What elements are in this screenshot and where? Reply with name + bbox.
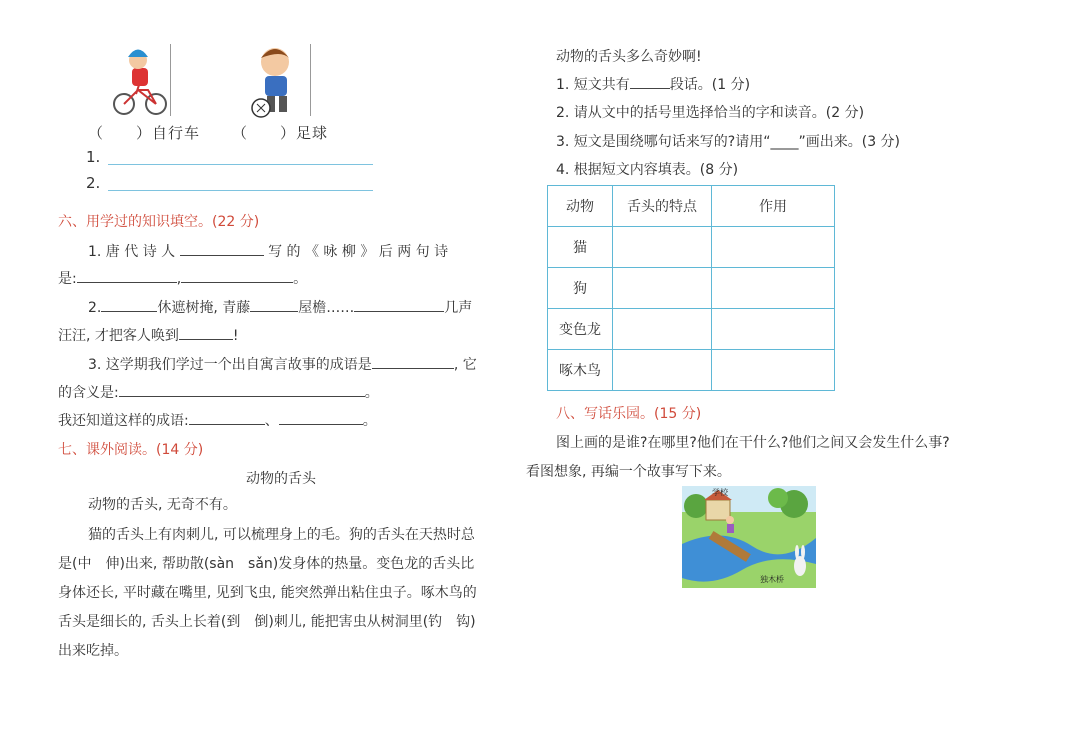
table-cell-feature[interactable] [613, 268, 712, 309]
s6-q2-blank-1[interactable] [101, 297, 157, 312]
r-q1-text2: 段话。(1 分) [669, 77, 751, 93]
s6-q1-prefix: 1. 唐 代 诗 人 [88, 244, 176, 260]
section-7-heading: 七、课外阅读。(14 分) [58, 442, 204, 458]
table-header-animal: 动物 [548, 186, 613, 227]
table-cell-animal: 变色龙 [548, 309, 613, 350]
answer-line-2[interactable] [108, 190, 373, 191]
s6-q1-blank-line1[interactable] [77, 268, 177, 283]
s6-q1-is: 是: [58, 271, 77, 287]
answer-line-label-1: 1. [86, 148, 101, 166]
s6-q3-period: 。 [364, 385, 379, 401]
reading-para-2-line-2: 是(中 伸)出来, 帮助散(sàn sǎn)发身体的热量。变色龙的舌头比 [58, 556, 475, 572]
s6-q3-line1 [88, 354, 477, 374]
reading-intro: 动物的舌头多么奇妙啊! [556, 49, 702, 65]
s6-q3-end: 。 [362, 413, 377, 429]
s6-q2-text4: 汪汪, 才把客人唤到 [58, 328, 179, 344]
bicycle-caption: （ ）自行车 [88, 124, 201, 142]
s6-q1-line1 [88, 241, 448, 261]
fill-in-table [547, 185, 835, 391]
s6-q1-comma: , [176, 271, 182, 287]
s6-q2-line1 [88, 297, 472, 317]
s6-q3-blank-meaning[interactable] [119, 382, 365, 397]
s6-q2-line2 [58, 325, 239, 345]
table-cell-animal: 猫 [548, 227, 613, 268]
table-row [548, 227, 835, 268]
s6-q2-blank-4[interactable] [179, 325, 233, 340]
section-8-heading: 八、写话乐园。(15 分) [556, 406, 702, 422]
s6-q2-end: ! [232, 328, 239, 344]
reading-para-2-line-5: 出来吃掉。 [58, 643, 128, 659]
s6-q2-text3: 几声 [444, 300, 473, 316]
s6-q3-blank-idiom-3[interactable] [279, 410, 363, 425]
writing-prompt-2: 看图想象, 再编一个故事写下来。 [526, 464, 731, 480]
s6-q3-line2 [58, 382, 379, 402]
s6-q3-text4: 我还知道这样的成语: [58, 413, 189, 429]
s6-q2-num: 2. [88, 300, 102, 316]
r-q2: 2. 请从文中的括号里选择恰当的字和读音。(2 分) [556, 105, 865, 121]
reading-title: 动物的舌头 [246, 471, 316, 487]
s6-q3-text2: , 它 [453, 357, 477, 373]
scene-label-bridge: 独木桥 [760, 575, 784, 584]
s6-q1-blank-poet[interactable] [180, 241, 264, 256]
r-q1 [556, 74, 750, 94]
table-cell-animal: 狗 [548, 268, 613, 309]
reading-para-1: 动物的舌头, 无奇不有。 [88, 497, 237, 513]
s6-q1-line2 [58, 268, 307, 288]
s6-q2-text2: 屋檐…… [298, 300, 355, 316]
table-header-row [548, 186, 835, 227]
table-cell-feature[interactable] [613, 309, 712, 350]
table-row [548, 350, 835, 391]
table-header-feature: 舌头的特点 [613, 186, 712, 227]
table-row [548, 309, 835, 350]
r-q4: 4. 根据短文内容填表。(8 分) [556, 162, 739, 178]
scene-illustration [682, 486, 816, 588]
s6-q3-blank-idiom-2[interactable] [189, 410, 265, 425]
table-cell-feature[interactable] [613, 227, 712, 268]
reading-para-2-line-3: 身体还长, 平时藏在嘴里, 见到飞虫, 能突然弹出粘住虫子。啄木鸟的 [58, 585, 477, 601]
r-q1-text1: 1. 短文共有 [556, 77, 630, 93]
s6-q2-text1: 休遮树掩, 青藤 [157, 300, 251, 316]
table-cell-function[interactable] [712, 350, 835, 391]
s6-q3-line3 [58, 410, 377, 430]
football-caption: （ ）足球 [232, 124, 329, 142]
s6-q2-blank-3[interactable] [354, 297, 444, 312]
s6-q3-text3: 的含义是: [58, 385, 119, 401]
s6-q3-text1: 3. 这学期我们学过一个出自寓言故事的成语是 [88, 357, 372, 373]
reading-para-2-line-4: 舌头是细长的, 舌头上长着(到 倒)刺儿, 能把害虫从树洞里(钓 钩) [58, 614, 476, 630]
reading-para-2-line-1: 猫的舌头上有肉刺儿, 可以梳理身上的毛。狗的舌头在天热时总 [88, 527, 475, 543]
r-q3: 3. 短文是围绕哪句话来写的?请用“____”画出来。(3 分) [556, 134, 901, 150]
section-6-heading: 六、用学过的知识填空。(22 分) [58, 214, 260, 230]
table-header-function: 作用 [712, 186, 835, 227]
table-cell-function[interactable] [712, 268, 835, 309]
r-q1-blank[interactable] [630, 74, 670, 89]
writing-prompt-1: 图上画的是谁?在哪里?他们在干什么?他们之间又会发生什么事? [556, 435, 950, 451]
s6-q3-dunhao: 、 [264, 413, 279, 429]
answer-line-1[interactable] [108, 164, 373, 165]
table-cell-animal: 啄木鸟 [548, 350, 613, 391]
table-cell-feature[interactable] [613, 350, 712, 391]
answer-line-label-2: 2. [86, 174, 101, 192]
football-picture [245, 42, 310, 120]
s6-q1-suffix: 写 的 《 咏 柳 》 后 两 句 诗 [268, 244, 449, 260]
s6-q1-period: 。 [293, 271, 308, 287]
scene-picture [682, 486, 816, 588]
s6-q3-blank-idiom[interactable] [372, 354, 454, 369]
s6-q1-blank-line2[interactable] [181, 268, 293, 283]
s6-q2-blank-2[interactable] [250, 297, 298, 312]
table-cell-function[interactable] [712, 227, 835, 268]
table-cell-function[interactable] [712, 309, 835, 350]
scene-label-school: 学校 [712, 488, 728, 497]
bicycle-picture [110, 42, 172, 120]
table-row [548, 268, 835, 309]
